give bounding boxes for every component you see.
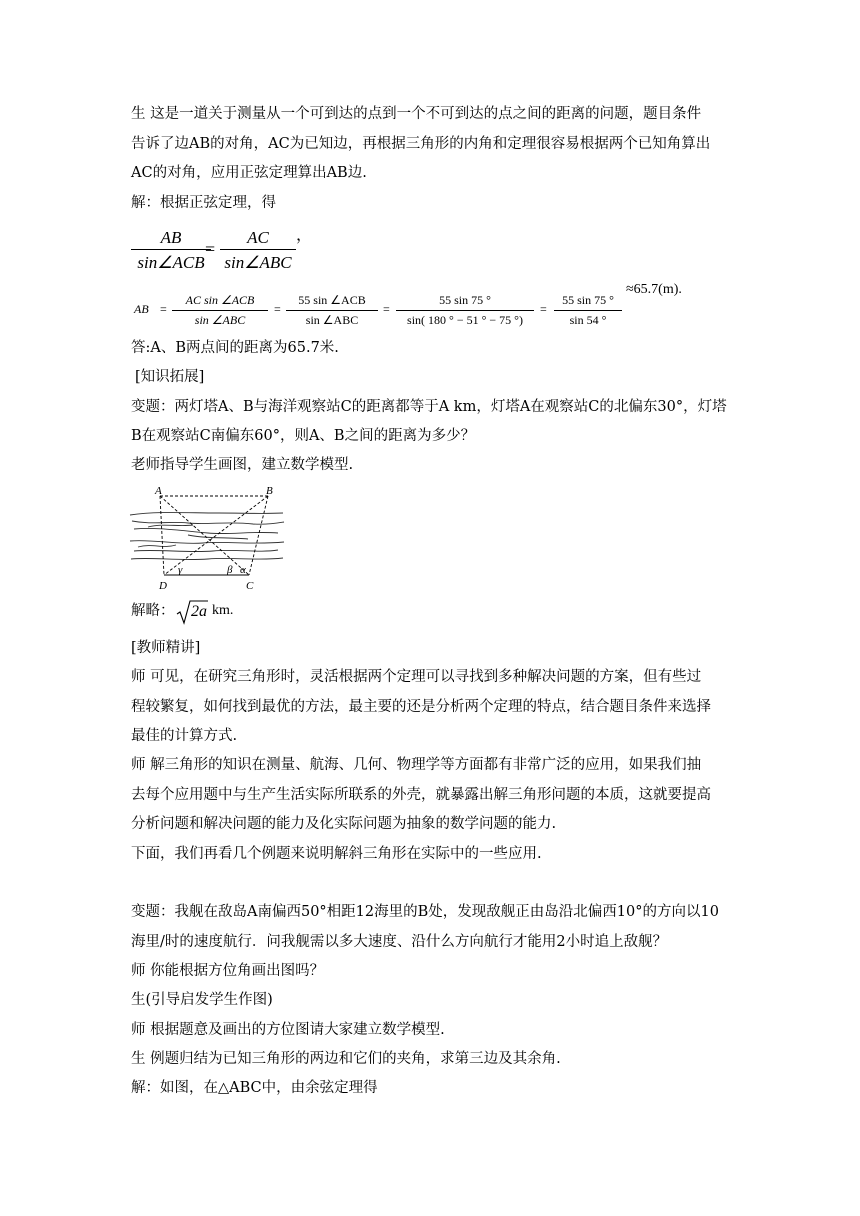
fraction-denominator: sin∠ACB bbox=[137, 253, 205, 272]
text-line: 生 这是一道关于测量从一个可到达的点到一个不可到达的点之间的距离的问题，题目条件 bbox=[131, 106, 702, 122]
equals-sign: = bbox=[274, 302, 281, 316]
text-line: 解略： bbox=[131, 603, 175, 619]
fraction-numerator: 55 sin ∠ACB bbox=[298, 293, 366, 307]
text-line: 最佳的计算方式. bbox=[131, 728, 238, 744]
label-beta: β bbox=[227, 564, 233, 576]
riverbank-line bbox=[138, 545, 176, 547]
river-diagram bbox=[128, 483, 288, 595]
text-line: 答:A、B两点间的距离为65.7米. bbox=[131, 340, 339, 356]
label-a: A bbox=[155, 485, 162, 497]
text-line: 去每个应用题中与生产生活实际所联系的外壳，就暴露出解三角形问题的本质，这就要提高 bbox=[131, 787, 711, 803]
label-gamma: γ bbox=[178, 564, 183, 576]
riverbank-line bbox=[148, 525, 193, 527]
lhs: AB bbox=[134, 302, 149, 316]
text-line: 老师指导学生画图，建立数学模型. bbox=[131, 457, 354, 473]
riverbank-line bbox=[188, 535, 248, 539]
text-line: 海里/时的速度航行．问我舰需以多大速度、沿什么方向航行才能用2小时追上敌舰？ bbox=[131, 934, 668, 950]
text-line: 解：根据正弦定理，得 bbox=[131, 195, 276, 211]
text-line: 变题：我舰在敌岛A南偏西50°相距12海里的B处，发现敌舰正由岛沿北偏西10°的方向以10 bbox=[131, 904, 719, 920]
text-line: 下面，我们再看几个例题来说明解斜三角形在实际中的一些应用. bbox=[131, 846, 542, 862]
fraction-denominator: sin∠ABC bbox=[224, 253, 292, 272]
equals-sign: = bbox=[383, 302, 390, 316]
equals-sign: = bbox=[205, 239, 216, 259]
text-line: B在观察站C南偏东60°，则A、B之间的距离为多少？ bbox=[131, 428, 476, 444]
riverbank-line bbox=[130, 513, 283, 516]
unit: km. bbox=[212, 603, 234, 618]
text-line: 生 例题归结为已知三角形的两边和它们的夹角，求第三边及其余角. bbox=[131, 1051, 561, 1067]
riverbank-line bbox=[134, 550, 278, 552]
text-line: 解：如图，在△ABC中，由余弦定理得 bbox=[131, 1080, 378, 1096]
label-alpha: α bbox=[240, 564, 246, 576]
approx-result: ≈65.7(m). bbox=[626, 282, 682, 297]
segment-ad bbox=[160, 496, 164, 575]
text-line: 生(引导启发学生作图) bbox=[131, 992, 273, 1008]
fraction-denominator: sin 54 ° bbox=[569, 313, 607, 327]
fraction-numerator: 55 sin 75 ° bbox=[562, 293, 614, 307]
fraction-denominator: sin ∠ABC bbox=[194, 313, 246, 327]
equals-sign: = bbox=[160, 302, 167, 316]
riverbank-line bbox=[134, 528, 278, 533]
section-heading: [教师精讲] bbox=[131, 640, 201, 656]
fraction-numerator: AB bbox=[160, 228, 182, 247]
fraction-bar bbox=[220, 249, 296, 250]
text-line: 师 解三角形的知识在测量、航海、几何、物理学等方面都有非常广泛的应用，如果我们抽 bbox=[131, 757, 702, 773]
text-line: 程较繁复，如何找到最优的方法，最主要的还是分析两个定理的特点，结合题目条件来选择 bbox=[131, 699, 711, 715]
text-line: 告诉了边AB的对角，AC为已知边，再根据三角形的内角和定理很容易根据两个已知角算出 bbox=[131, 136, 711, 152]
section-heading: [知识拓展] bbox=[135, 369, 205, 385]
text-line: 师 你能根据方位角画出图吗？ bbox=[131, 963, 325, 979]
label-c: C bbox=[246, 580, 254, 592]
radicand: 2a bbox=[191, 603, 207, 620]
riverbank-line bbox=[131, 558, 283, 560]
label-b: B bbox=[266, 485, 273, 497]
text-line: 师 可见，在研究三角形时，灵活根据两个定理可以寻找到多种解决问题的方案，但有些过 bbox=[131, 669, 702, 685]
text-line: 变题：两灯塔A、B与海洋观察站C的距离都等于A km，灯塔A在观察站C的北偏东30°，灯塔 bbox=[131, 399, 727, 415]
fraction-denominator: sin( 180 ° − 51 ° − 75 °) bbox=[407, 313, 523, 327]
radical-expression bbox=[176, 598, 208, 626]
label-d: D bbox=[159, 580, 167, 592]
comma: ， bbox=[296, 227, 313, 244]
fraction-numerator: AC sin ∠ACB bbox=[185, 293, 255, 307]
equals-sign: = bbox=[540, 302, 547, 316]
text-line: AC的对角，应用正弦定理算出AB边. bbox=[131, 165, 367, 181]
segment-ac bbox=[160, 496, 249, 575]
fraction-numerator: AC bbox=[247, 228, 269, 247]
text-line: 师 根据题意及画出的方位图请大家建立数学模型. bbox=[131, 1022, 445, 1038]
text-line: 分析问题和解决问题的能力及化实际问题为抽象的数学问题的能力. bbox=[131, 816, 557, 832]
fraction-denominator: sin ∠ABC bbox=[305, 313, 359, 327]
fraction-bar bbox=[131, 249, 211, 250]
fraction-numerator: 55 sin 75 ° bbox=[439, 293, 491, 307]
